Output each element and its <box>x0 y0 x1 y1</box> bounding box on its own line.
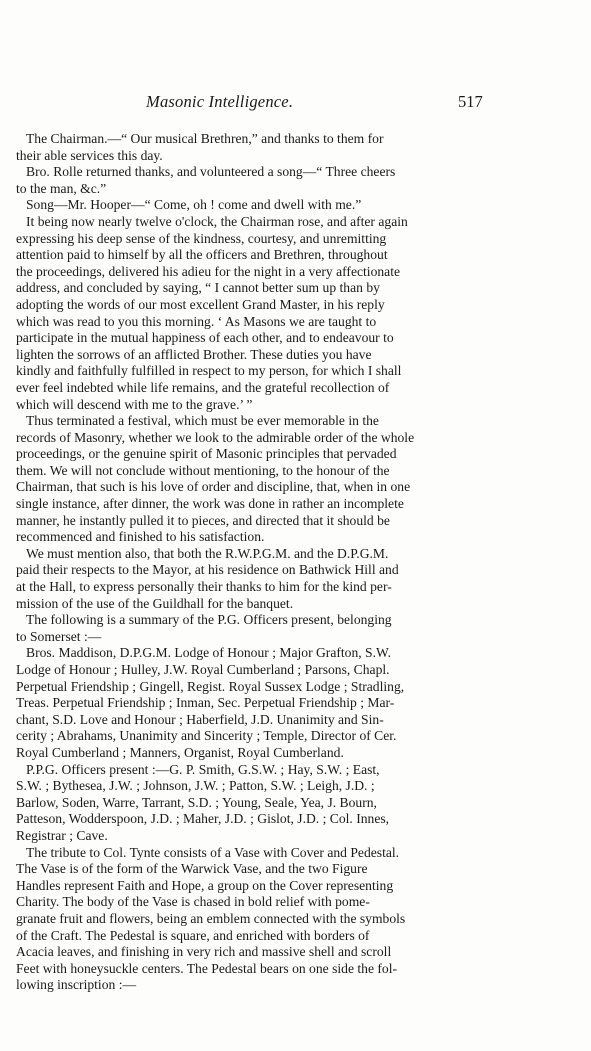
text-line: cerity ; Abrahams, Unanimity and Sincerity ; Temple, Director of Cer. <box>16 728 397 744</box>
text-line: mission of the use of the Guildhall for the banquet. <box>16 595 294 611</box>
text-line: S.W. ; Bythesea, J.W. ; Johnson, J.W. ; Patton, S.W. ; Leigh, J.D. ; <box>16 778 375 794</box>
text-line: Chairman, that such is his love of order and discipline, that, when in one <box>16 479 411 495</box>
text-line: adopting the words of our most excellent Grand Master, in his reply <box>16 296 385 312</box>
text-line: recommenced and finished to his satisfaction. <box>16 529 265 545</box>
text-line: their able services this day. <box>16 147 163 163</box>
text-line: Thus terminated a festival, which must be ever memorable in the <box>26 413 379 429</box>
text-line: attention paid to himself by all the officers and Brethren, throughout <box>16 247 388 263</box>
text-line: The Vase is of the form of the Warwick Vase, and the two Figure <box>16 861 368 877</box>
page-header <box>0 92 591 114</box>
text-line: paid their respects to the Mayor, at his residence on Bathwick Hill and <box>16 562 399 578</box>
text-line: kindly and faithfully fulfilled in respect to my person, for which I shall <box>16 363 402 379</box>
text-line: expressing his deep sense of the kindness, courtesy, and unremitting <box>16 230 387 246</box>
text-line: chant, S.D. Love and Honour ; Haberfield, J.D. Unanimity and Sin- <box>16 711 384 727</box>
text-line: Feet with honeysuckle centers. The Pedestal bears on one side the fol- <box>16 960 398 976</box>
text-line: single instance, after dinner, the work was done in rather an incomplete <box>16 496 404 512</box>
text-line: P.P.G. Officers present :—G. P. Smith, G.S.W. ; Hay, S.W. ; East, <box>26 761 380 777</box>
text-line: participate in the mutual happiness of each other, and to endeavour to <box>16 330 394 346</box>
text-line: Patteson, Wodderspoon, J.D. ; Maher, J.D. ; Gislot, J.D. ; Col. Innes, <box>16 811 390 827</box>
text-line: at the Hall, to express personally their thanks to him for the kind per- <box>16 579 392 595</box>
text-line: which was read to you this morning. ‘ As Masons we are taught to <box>16 313 377 329</box>
text-line: Lodge of Honour ; Hulley, J.W. Royal Cumberland ; Parsons, Chapl. <box>16 662 390 677</box>
running-head: Masonic Intelligence. <box>146 92 294 111</box>
text-line: Bro. Rolle returned thanks, and volunteered a song—“ Three cheers <box>26 164 396 180</box>
text-line: to the man, &c.” <box>16 180 107 196</box>
text-line: The Chairman.—“ Our musical Brethren,” and thanks to them for <box>26 131 384 146</box>
text-line: Registrar ; Cave. <box>16 827 108 843</box>
text-line: It being now nearly twelve o'clock, the Chairman rose, and after again <box>26 213 408 229</box>
text-line: Barlow, Soden, Warre, Tarrant, S.D. ; Young, Seale, Yea, J. Bourn, <box>16 794 377 810</box>
text-line: The following is a summary of the P.G. Officers present, belonging <box>26 612 392 628</box>
text-line: Charity. The body of the Vase is chased in bold relief with pome- <box>16 894 370 910</box>
text-line: lighten the sorrows of an afflicted Brother. These duties you have <box>16 346 372 362</box>
text-line: Perpetual Friendship ; Gingell, Regist. Royal Sussex Lodge ; Stradling, <box>16 678 405 694</box>
text-line: manner, he instantly pulled it to pieces, and directed that it should be <box>16 512 390 528</box>
text-line: Royal Cumberland ; Manners, Organist, Royal Cumberland. <box>16 744 344 760</box>
text-line: proceedings, or the genuine spirit of Masonic principles that pervaded <box>16 446 397 462</box>
text-line: lowing inscription :— <box>16 977 137 993</box>
text-line: address, and concluded by saying, “ I cannot better sum up than by <box>16 280 380 296</box>
text-line: Acacia leaves, and finishing in very rich and massive shell and scroll <box>16 944 392 960</box>
text-line: The tribute to Col. Tynte consists of a Vase with Cover and Pedestal. <box>26 844 400 860</box>
text-line: to Somerset :— <box>16 628 102 644</box>
text-line: We must mention also, that both the R.W.P.G.M. and the D.P.G.M. <box>26 545 389 561</box>
text-line: them. We will not conclude without mentioning, to the honour of the <box>16 462 390 478</box>
page-number: 517 <box>458 92 483 111</box>
text-line: records of Masonry, whether we look to the admirable order of the whole <box>16 429 415 445</box>
text-line: Bros. Maddison, D.P.G.M. Lodge of Honour ; Major Grafton, S.W. <box>26 645 391 661</box>
text-line: Handles represent Faith and Hope, a group on the Cover representing <box>16 877 394 893</box>
text-line: the proceedings, delivered his adieu for the night in a very affectionate <box>16 263 401 279</box>
text-line: of the Craft. The Pedestal is square, and enriched with borders of <box>16 927 370 943</box>
text-line: granate fruit and flowers, being an emblem connected with the symbols <box>16 910 406 926</box>
text-line: Song—Mr. Hooper—“ Come, oh ! come and dwell with me.” <box>26 197 362 213</box>
text-line: which will descend with me to the grave.’ ” <box>16 396 253 412</box>
text-line: Treas. Perpetual Friendship ; Inman, Sec. Perpetual Friendship ; Mar- <box>16 695 395 711</box>
text-line: ever feel indebted while life remains, and the grateful recollection of <box>16 379 390 395</box>
body-text <box>16 131 572 994</box>
